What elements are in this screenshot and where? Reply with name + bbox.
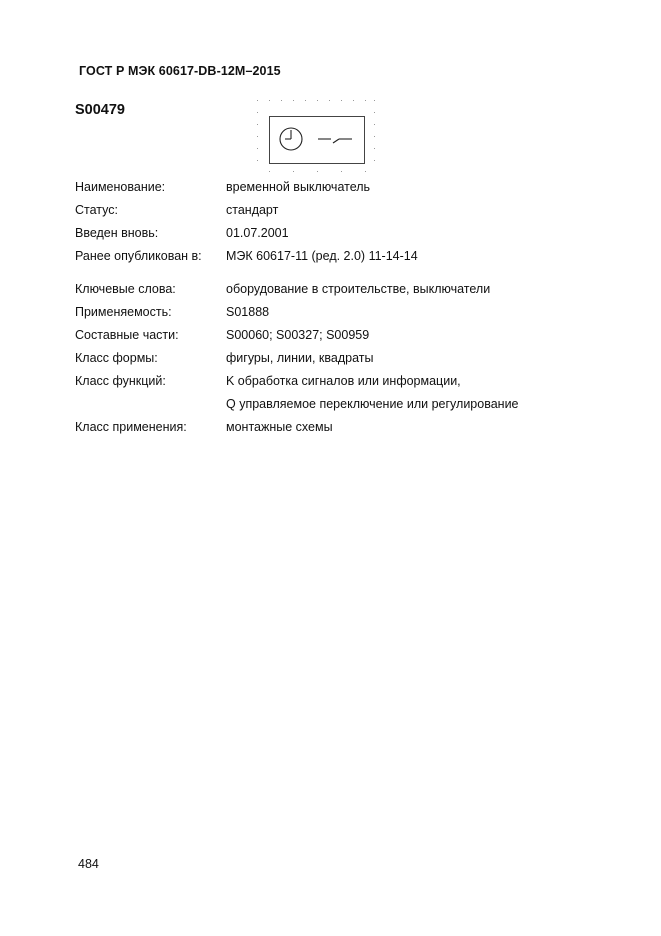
field-value: 01.07.2001 [226, 226, 289, 240]
field-label: Наименование: [75, 180, 166, 194]
field-shape-class [75, 351, 595, 374]
field-label: Ранее опубликован в: [75, 249, 202, 263]
symbol-code: S00479 [75, 102, 125, 118]
field-status [75, 203, 595, 226]
field-previously-published [75, 249, 595, 272]
field-value: S01888 [226, 305, 270, 319]
field-label: Применяемость: [75, 305, 172, 319]
field-name [75, 180, 595, 203]
field-value: временной выключатель [226, 180, 371, 194]
field-label: Введен вновь: [75, 226, 159, 240]
field-function-class-continued [75, 397, 595, 420]
field-value: K обработка сигналов или информации, [226, 374, 461, 388]
field-value: МЭК 60617-11 (ред. 2.0) 11-14-14 [226, 249, 418, 263]
field-value: оборудование в строительстве, выключатели [226, 282, 491, 296]
field-label: Класс формы: [75, 351, 158, 365]
field-label: Составные части: [75, 328, 179, 342]
field-value: S00060; S00327; S00959 [226, 328, 370, 342]
field-label: Ключевые слова: [75, 282, 176, 296]
field-label: Класс функций: [75, 374, 166, 388]
field-function-class [75, 374, 595, 397]
field-applicability [75, 305, 595, 328]
field-introduced [75, 226, 595, 249]
field-label: Класс применения: [75, 420, 187, 434]
field-keywords [75, 282, 595, 305]
page-number: 484 [78, 857, 99, 871]
field-value: Q управляемое переключение или регулирование [226, 397, 519, 411]
field-components [75, 328, 595, 351]
field-label: Статус: [75, 203, 118, 217]
symbol-attributes [75, 180, 595, 443]
timer-switch-icon [254, 97, 379, 174]
field-label [75, 397, 226, 420]
field-value: фигуры, линии, квадраты [226, 351, 374, 365]
field-application-class [75, 420, 595, 443]
document-header: ГОСТ Р МЭК 60617-DB-12M–2015 [79, 64, 281, 78]
field-value: монтажные схемы [226, 420, 333, 434]
field-value: стандарт [226, 203, 279, 217]
timer-switch-symbol-figure [254, 97, 379, 174]
